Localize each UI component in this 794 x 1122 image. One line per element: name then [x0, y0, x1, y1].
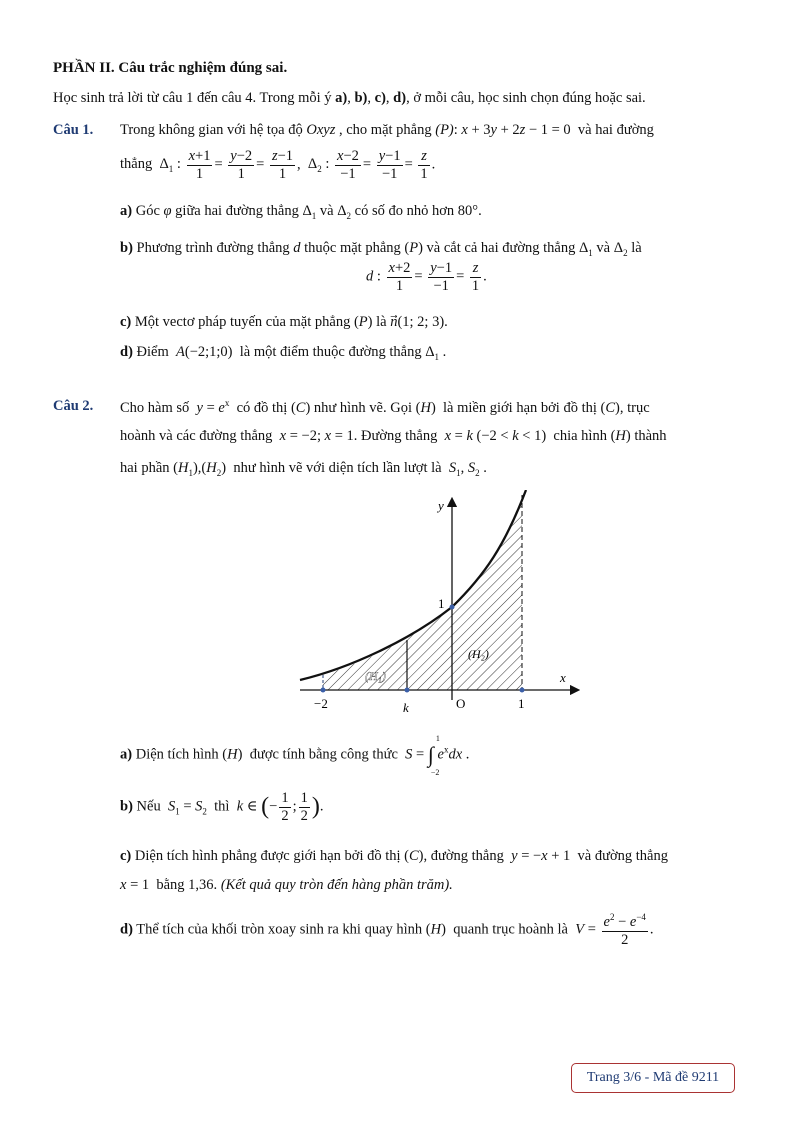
- y-axis-label: y: [438, 498, 444, 513]
- q1-option-c: c) Một vectơ pháp tuyến của mặt phẳng (P) là n⃗(1; 2; 3).: [120, 314, 448, 330]
- tick-1: 1: [518, 696, 525, 711]
- tick-k: k: [403, 700, 409, 715]
- q2-label: Câu 2.: [53, 398, 94, 414]
- y-one-label: 1: [438, 596, 445, 611]
- q2-option-d: d) Thể tích của khối tròn xoay sinh ra khi quay hình (H) quanh trục hoành là V = $\frac{e^2 - e^{-4}}{2}$ .: [120, 912, 654, 948]
- point-0-1: [450, 605, 455, 610]
- q2-stem-line3: hai phần $(H_1),(H_2)$ như hình vẽ với diện tích lần lượt là $S_1$, $S_2$ .: [120, 460, 487, 478]
- tick-o: O: [456, 696, 466, 711]
- exponential-graph: [290, 490, 580, 720]
- q1-lines-equations: thẳng $\Delta_1$ : $\frac{x+1}{1}$ = $\frac{y-2}{1}$ = $\frac{z-1}{1}$ , $\Delta_2$ : $\frac{x-2}{-1}$ = $\frac{y-1}{-1}$ = $\frac{z}{1}$ .: [120, 148, 436, 182]
- q1-option-d: d) Điểm A(−2;1;0) là một điểm thuộc đường thẳng $\Delta_1$ .: [120, 344, 447, 362]
- point-neg2: [321, 688, 326, 693]
- q2-stem-line1: Cho hàm số $y = e^x$ có đồ thị (C) như hình vẽ. Gọi (H) là miền giới hạn bởi đồ thị (C), trục: [120, 398, 650, 416]
- page-footer: Trang 3/6 - Mã đề 9211: [571, 1063, 735, 1093]
- q1-option-b: b) Phương trình đường thẳng d thuộc mặt phẳng (P) và cắt cả hai đường thẳng $\Delta_1$ và $\Delta_2$ là: [120, 240, 642, 258]
- q1-option-a: a) Góc φ giữa hai đường thẳng $\Delta_1$ và $\Delta_2$ có số đo nhỏ hơn 80°.: [120, 203, 482, 221]
- tick-neg2: −2: [314, 696, 328, 711]
- section-title: PHẦN II. Câu trắc nghiệm đúng sai.: [53, 60, 288, 76]
- h2-label: (H₂): [468, 647, 489, 661]
- q2-option-c-line2: x = 1 bằng 1,36. (Kết quả quy tròn đến hàng phần trăm).: [120, 877, 453, 893]
- q1-label: Câu 1.: [53, 122, 94, 138]
- q2-option-a: a) Diện tích hình (H) được tính bằng công thức S = ∫ 1 −2 $e^xdx$ .: [120, 734, 470, 777]
- x-axis-label: x: [560, 670, 566, 685]
- h1-label: (H₁): [365, 669, 386, 683]
- q1-option-b-equation: d : $\frac{x+2}{1}$ = $\frac{y-1}{-1}$ = $\frac{z}{1}$ .: [366, 260, 487, 294]
- point-k: [405, 688, 410, 693]
- hatched-region: [323, 495, 522, 690]
- q2-option-c-line1: c) Diện tích hình phẳng được giới hạn bởi đồ thị (C), đường thẳng y = −x + 1 và đường thẳng: [120, 848, 668, 864]
- point-1: [520, 688, 525, 693]
- q2-stem-line2: hoành và các đường thẳng x = −2; x = 1. Đường thẳng x = k (−2 < k < 1) chia hình (H) thành: [120, 428, 667, 444]
- instructions: Học sinh trả lời từ câu 1 đến câu 4. Trong mỗi ý a), b), c), d), ở mỗi câu, học sinh chọn đúng hoặc sai.: [53, 90, 646, 106]
- q2-option-b: b) Nếu $S_1 = S_2$ thì k ∈ (− $\frac{1}{2}$ ; $\frac{1}{2}$ ).: [120, 790, 324, 824]
- q1-stem-line1: Trong không gian với hệ tọa độ Oxyz , cho mặt phẳng (P): x + 3y + 2z − 1 = 0 và hai đường: [120, 122, 654, 138]
